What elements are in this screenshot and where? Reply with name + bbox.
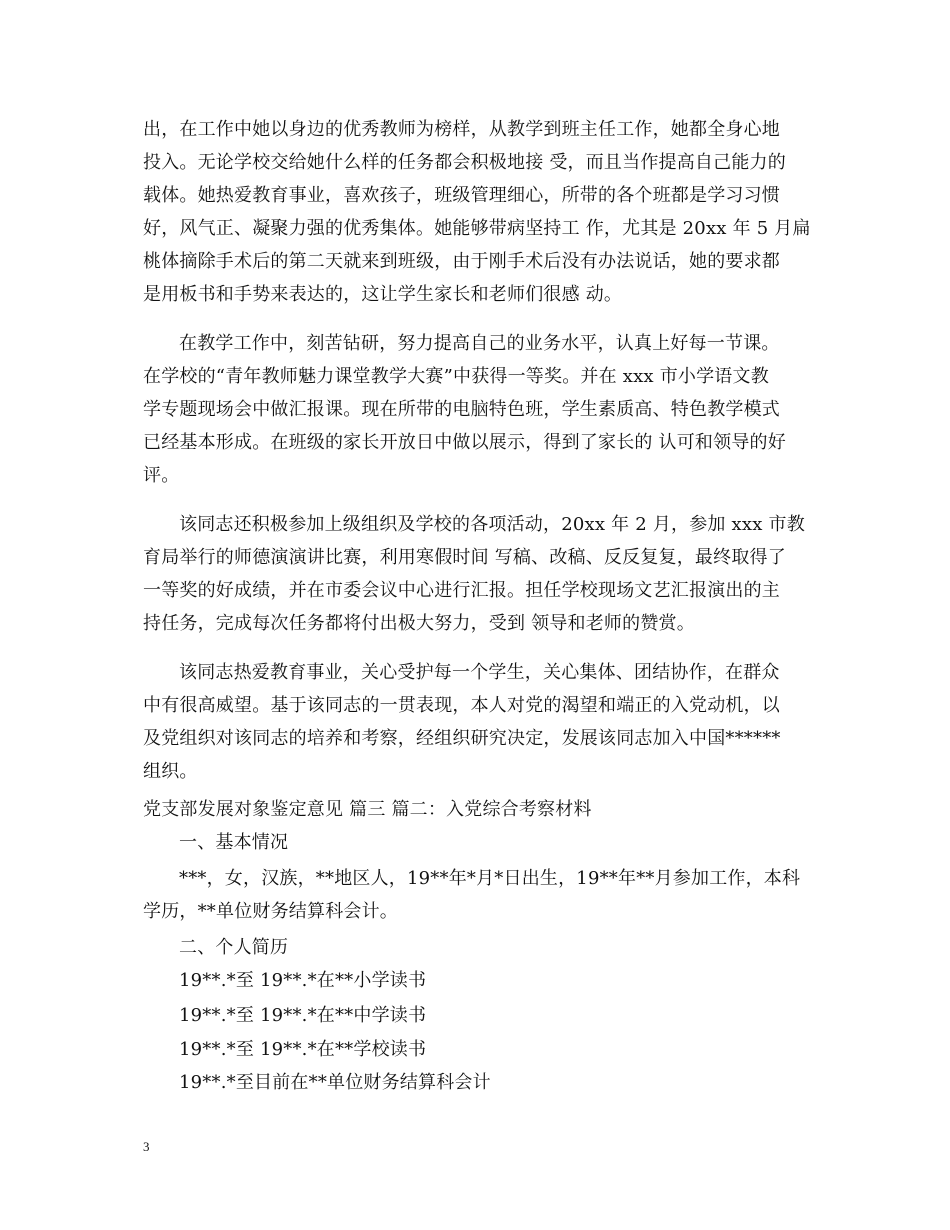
text-line: 持任务，完成每次任务都将付出极大努力，受到 领导和老师的赞赏。 [143, 613, 695, 634]
text-line: 一等奖的好成绩，并在市委会议中心进行汇报。担任学校现场文艺汇报演出的主 [143, 580, 780, 601]
text-line: 在学校的“青年教师魅力课堂教学大赛”中获得一等奖。并在 xxx 市小学语文教 [143, 366, 769, 387]
subsection-heading: 二、个人简历 [179, 937, 289, 958]
text-line: 桃体摘除手术后的第二天就来到班级，由于刚手术后没有办法说话，她的要求都 [143, 251, 780, 272]
resume-item: 19**.*至 19**.*在**中学读书 [179, 1005, 427, 1026]
paragraph-first-line: 该同志热爱教育事业，关心受护每一个学生，关心集体、团结协作，在群众 [179, 662, 780, 683]
text-line: 育局举行的师德演演讲比赛，利用寒假时间 写稿、改稿、反反复复，最终取得了 [143, 547, 786, 568]
text-line: 载体。她热爱教育事业，喜欢孩子，班级管理细心，所带的各个班都是学习习惯 [143, 185, 780, 206]
resume-item: 19**.*至目前在**单位财务结算科会计 [179, 1072, 491, 1093]
text-line: 投入。无论学校交给她什么样的任务都会积极地接 受，而且当作提高自己能力的 [143, 152, 786, 173]
page-number: 3 [143, 1139, 150, 1154]
text-line: 学专题现场会中做汇报课。现在所带的电脑特色班，学生素质高、特色教学模式 [143, 399, 780, 420]
text-line: 及党组织对该同志的培养和考察，经组织研究决定，发展该同志加入中国****** [143, 728, 781, 749]
resume-item: 19**.*至 19**.*在**学校读书 [179, 1039, 427, 1060]
text-line: 组织。 [143, 761, 198, 782]
text-line: 是用板书和手势来表达的，这让学生家长和老师们很感 动。 [143, 284, 623, 305]
text-line: 中有很高威望。基于该同志的一贯表现，本人对党的渴望和端正的入党动机，以 [143, 695, 780, 716]
paragraph-first-line: 该同志还积极参加上级组织及学校的各项活动，20xx 年 2 月，参加 xxx 市教 [179, 514, 805, 535]
text-line: 出，在工作中她以身边的优秀教师为榜样，从教学到班主任工作，她都全身心地 [143, 119, 780, 140]
text-line: 评。 [143, 465, 180, 486]
section-heading: 党支部发展对象鉴定意见 篇三 篇二：入党综合考察材料 [143, 799, 592, 820]
paragraph-first-line: 在教学工作中，刻苦钻研，努力提高自己的业务水平，认真上好每一节课。 [179, 333, 780, 354]
paragraph-first-line: ***，女，汉族，**地区人，19**年*月*日出生，19**年**月参加工作，本科 [179, 868, 801, 889]
subsection-heading: 一、基本情况 [179, 832, 289, 853]
resume-item: 19**.*至 19**.*在**小学读书 [179, 970, 427, 991]
text-line: 已经基本形成。在班级的家长开放日中做以展示，得到了家长的 认可和领导的好 [143, 432, 786, 453]
text-line: 好，风气正、凝聚力强的优秀集体。她能够带病坚持工 作，尤其是 20xx 年 5 月扁 [143, 218, 811, 239]
text-line: 学历，**单位财务结算科会计。 [143, 901, 398, 922]
